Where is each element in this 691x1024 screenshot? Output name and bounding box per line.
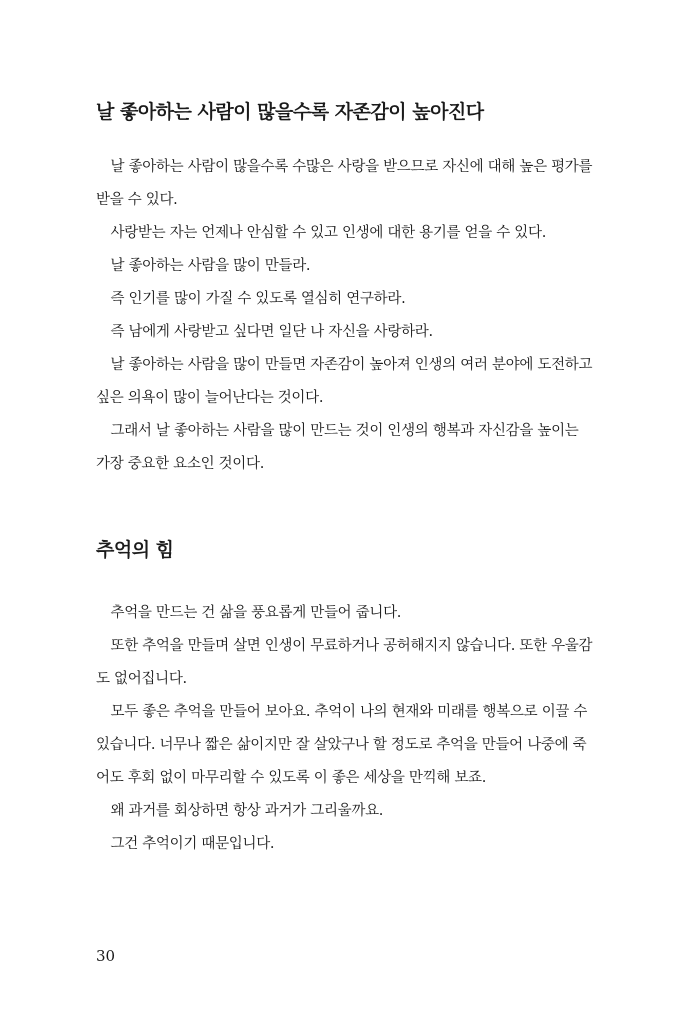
section-body (96, 151, 596, 481)
paragraph: 모두 좋은 추억을 만들어 보아요. 추억이 나의 현재와 미래를 행복으로 이끌 수 있습니다. 너무나 짧은 삶이지만 잘 살았구나 할 정도로 추억을 만들어 나중에 죽어도 후회 없이 마무리할 수 있도록 이 좋은 세상을 만끽해 보죠. (96, 704, 588, 786)
section-self-esteem (96, 98, 596, 481)
paragraph: 날 좋아하는 사람이 많을수록 수많은 사랑을 받으므로 자신에 대해 높은 평가를 받을 수 있다. (96, 159, 593, 208)
paragraph: 그래서 날 좋아하는 사람을 많이 만드는 것이 인생의 행복과 자신감을 높이는 가장 중요한 요소인 것이다. (96, 423, 579, 472)
paragraph: 왜 과거를 회상하면 항상 과거가 그리울까요. (110, 803, 384, 819)
paragraph: 즉 남에게 사랑받고 싶다면 일단 나 자신을 사랑하라. (110, 324, 433, 340)
section-heading: 추억의 힘 (96, 539, 174, 561)
paragraph: 날 좋아하는 사람을 많이 만들면 자존감이 높아져 인생의 여러 분야에 도전하고 싶은 의욕이 많이 늘어난다는 것이다. (96, 357, 593, 406)
section-heading: 날 좋아하는 사람이 많을수록 자존감이 높아진다 (96, 101, 484, 123)
section-power-of-memories (96, 536, 596, 861)
paragraph: 또한 추억을 만들며 살면 인생이 무료하거나 공허해지지 않습니다. 또한 우울감도 없어집니다. (96, 638, 593, 687)
paragraph: 날 좋아하는 사람을 많이 만들라. (110, 258, 311, 274)
paragraph: 그건 추억이기 때문입니다. (110, 836, 275, 852)
paragraph: 사랑받는 자는 언제나 안심할 수 있고 인생에 대한 용기를 얻을 수 있다. (110, 225, 547, 241)
page-number: 30 (96, 947, 116, 965)
section-body (96, 597, 596, 861)
paragraph: 즉 인기를 많이 가질 수 있도록 열심히 연구하라. (110, 291, 406, 307)
paragraph: 추억을 만드는 건 삶을 풍요롭게 만들어 줍니다. (110, 605, 402, 621)
